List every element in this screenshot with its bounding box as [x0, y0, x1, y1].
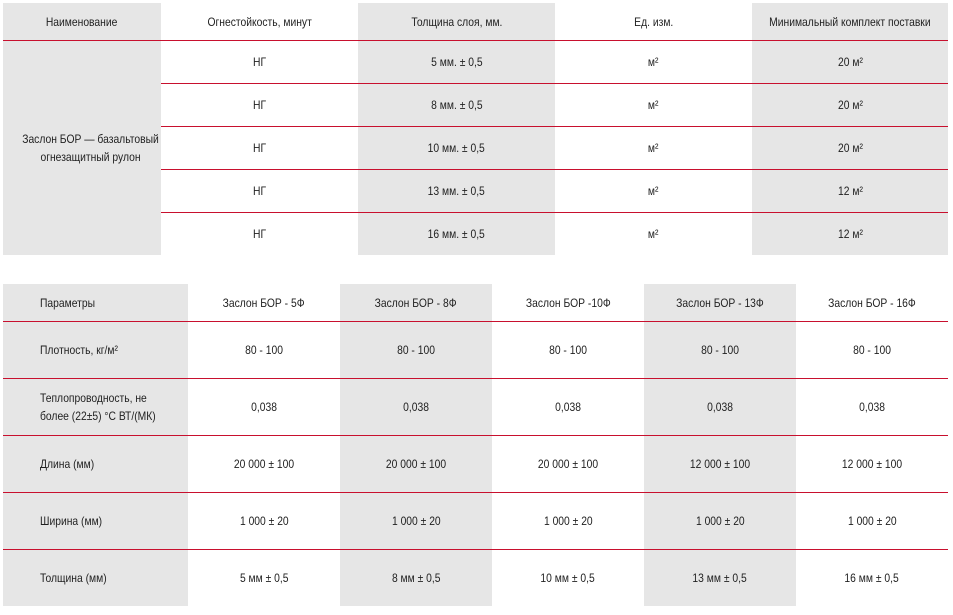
header-fire-resistance: Огнестойкость, минут: [207, 14, 312, 29]
spec-cell: 80 - 100: [340, 322, 492, 379]
cell-fire: НГ: [161, 213, 358, 256]
table-row: [3, 436, 948, 493]
spec-cell: 8 мм ± 0,5: [340, 550, 492, 607]
header-min-supply: Минимальный комплект поставки: [752, 3, 948, 41]
table-row: [3, 41, 948, 84]
spec-cell: 80 - 100: [644, 322, 796, 379]
cell-fire: НГ: [161, 170, 358, 213]
table-row: [3, 550, 948, 607]
spec-cell: 1 000 ± 20: [644, 493, 796, 550]
spec-cell: 20 000 ± 100: [188, 436, 340, 493]
header-model-5f: Заслон БОР - 5Ф: [223, 295, 305, 310]
spec-cell: 80 - 100: [188, 322, 340, 379]
cell-thickness: 8 мм. ± 0,5: [358, 84, 555, 127]
spec-cell: 0,038: [188, 379, 340, 436]
header-model-13f: Заслон БОР - 13Ф: [644, 284, 796, 322]
spec-cell: 1 000 ± 20: [796, 493, 948, 550]
param-label: Толщина (мм): [3, 550, 188, 607]
cell-unit: м²: [555, 213, 752, 256]
header-model-8f: Заслон БОР - 8Ф: [340, 284, 492, 322]
cell-fire: НГ: [161, 84, 358, 127]
spec-cell: 80 - 100: [796, 322, 948, 379]
cell-unit: м²: [555, 41, 752, 84]
cell-unit: м²: [555, 127, 752, 170]
spec-cell: 1 000 ± 20: [340, 493, 492, 550]
spec-cell: 16 мм ± 0,5: [796, 550, 948, 607]
cell-min: 12 м²: [752, 213, 948, 256]
header-model-10f: Заслон БОР -10Ф: [525, 295, 611, 310]
specs-table-header: [3, 284, 948, 322]
cell-min: 20 м²: [752, 127, 948, 170]
table-row: [3, 379, 948, 436]
header-model-16f: Заслон БОР - 16Ф: [828, 295, 916, 310]
spec-cell: 10 мм ± 0,5: [492, 550, 644, 607]
spec-cell: 0,038: [340, 379, 492, 436]
cell-thickness: 10 мм. ± 0,5: [358, 127, 555, 170]
param-label: Ширина (мм): [3, 493, 188, 550]
header-name: Наименование: [3, 3, 161, 41]
header-parameters: Параметры: [3, 284, 188, 322]
param-label: Длина (мм): [3, 436, 188, 493]
spec-cell: 5 мм ± 0,5: [188, 550, 340, 607]
cell-thickness: 13 мм. ± 0,5: [358, 170, 555, 213]
table-row: [3, 493, 948, 550]
spec-cell: 1 000 ± 20: [492, 493, 644, 550]
spec-cell: 20 000 ± 100: [492, 436, 644, 493]
cell-unit: м²: [555, 170, 752, 213]
spec-cell: 13 мм ± 0,5: [644, 550, 796, 607]
spec-cell: 20 000 ± 100: [340, 436, 492, 493]
param-label: Плотность, кг/м²: [3, 322, 188, 379]
cell-thickness: 16 мм. ± 0,5: [358, 213, 555, 256]
spec-cell: 12 000 ± 100: [644, 436, 796, 493]
table-row: [3, 322, 948, 379]
cell-min: 20 м²: [752, 41, 948, 84]
spec-cell: 1 000 ± 20: [188, 493, 340, 550]
cell-fire: НГ: [161, 127, 358, 170]
spec-cell: 0,038: [796, 379, 948, 436]
cell-thickness: 5 мм. ± 0,5: [358, 41, 555, 84]
spec-cell: 12 000 ± 100: [796, 436, 948, 493]
cell-fire: НГ: [161, 41, 358, 84]
param-label: Теплопроводность, не более (22±5) °С ВТ/(МК): [3, 379, 188, 436]
product-name: Заслон БОР — базальтовый огнезащитный рулон: [3, 41, 161, 256]
product-table-header: [3, 3, 948, 41]
header-unit: Ед. изм.: [633, 14, 674, 29]
spec-cell: 0,038: [492, 379, 644, 436]
header-thickness: Толщина слоя, мм.: [358, 3, 555, 41]
spec-cell: 80 - 100: [492, 322, 644, 379]
spec-cell: 0,038: [644, 379, 796, 436]
cell-unit: м²: [555, 84, 752, 127]
cell-min: 20 м²: [752, 84, 948, 127]
product-table: [3, 3, 948, 255]
cell-min: 12 м²: [752, 170, 948, 213]
specs-table: [3, 284, 948, 606]
